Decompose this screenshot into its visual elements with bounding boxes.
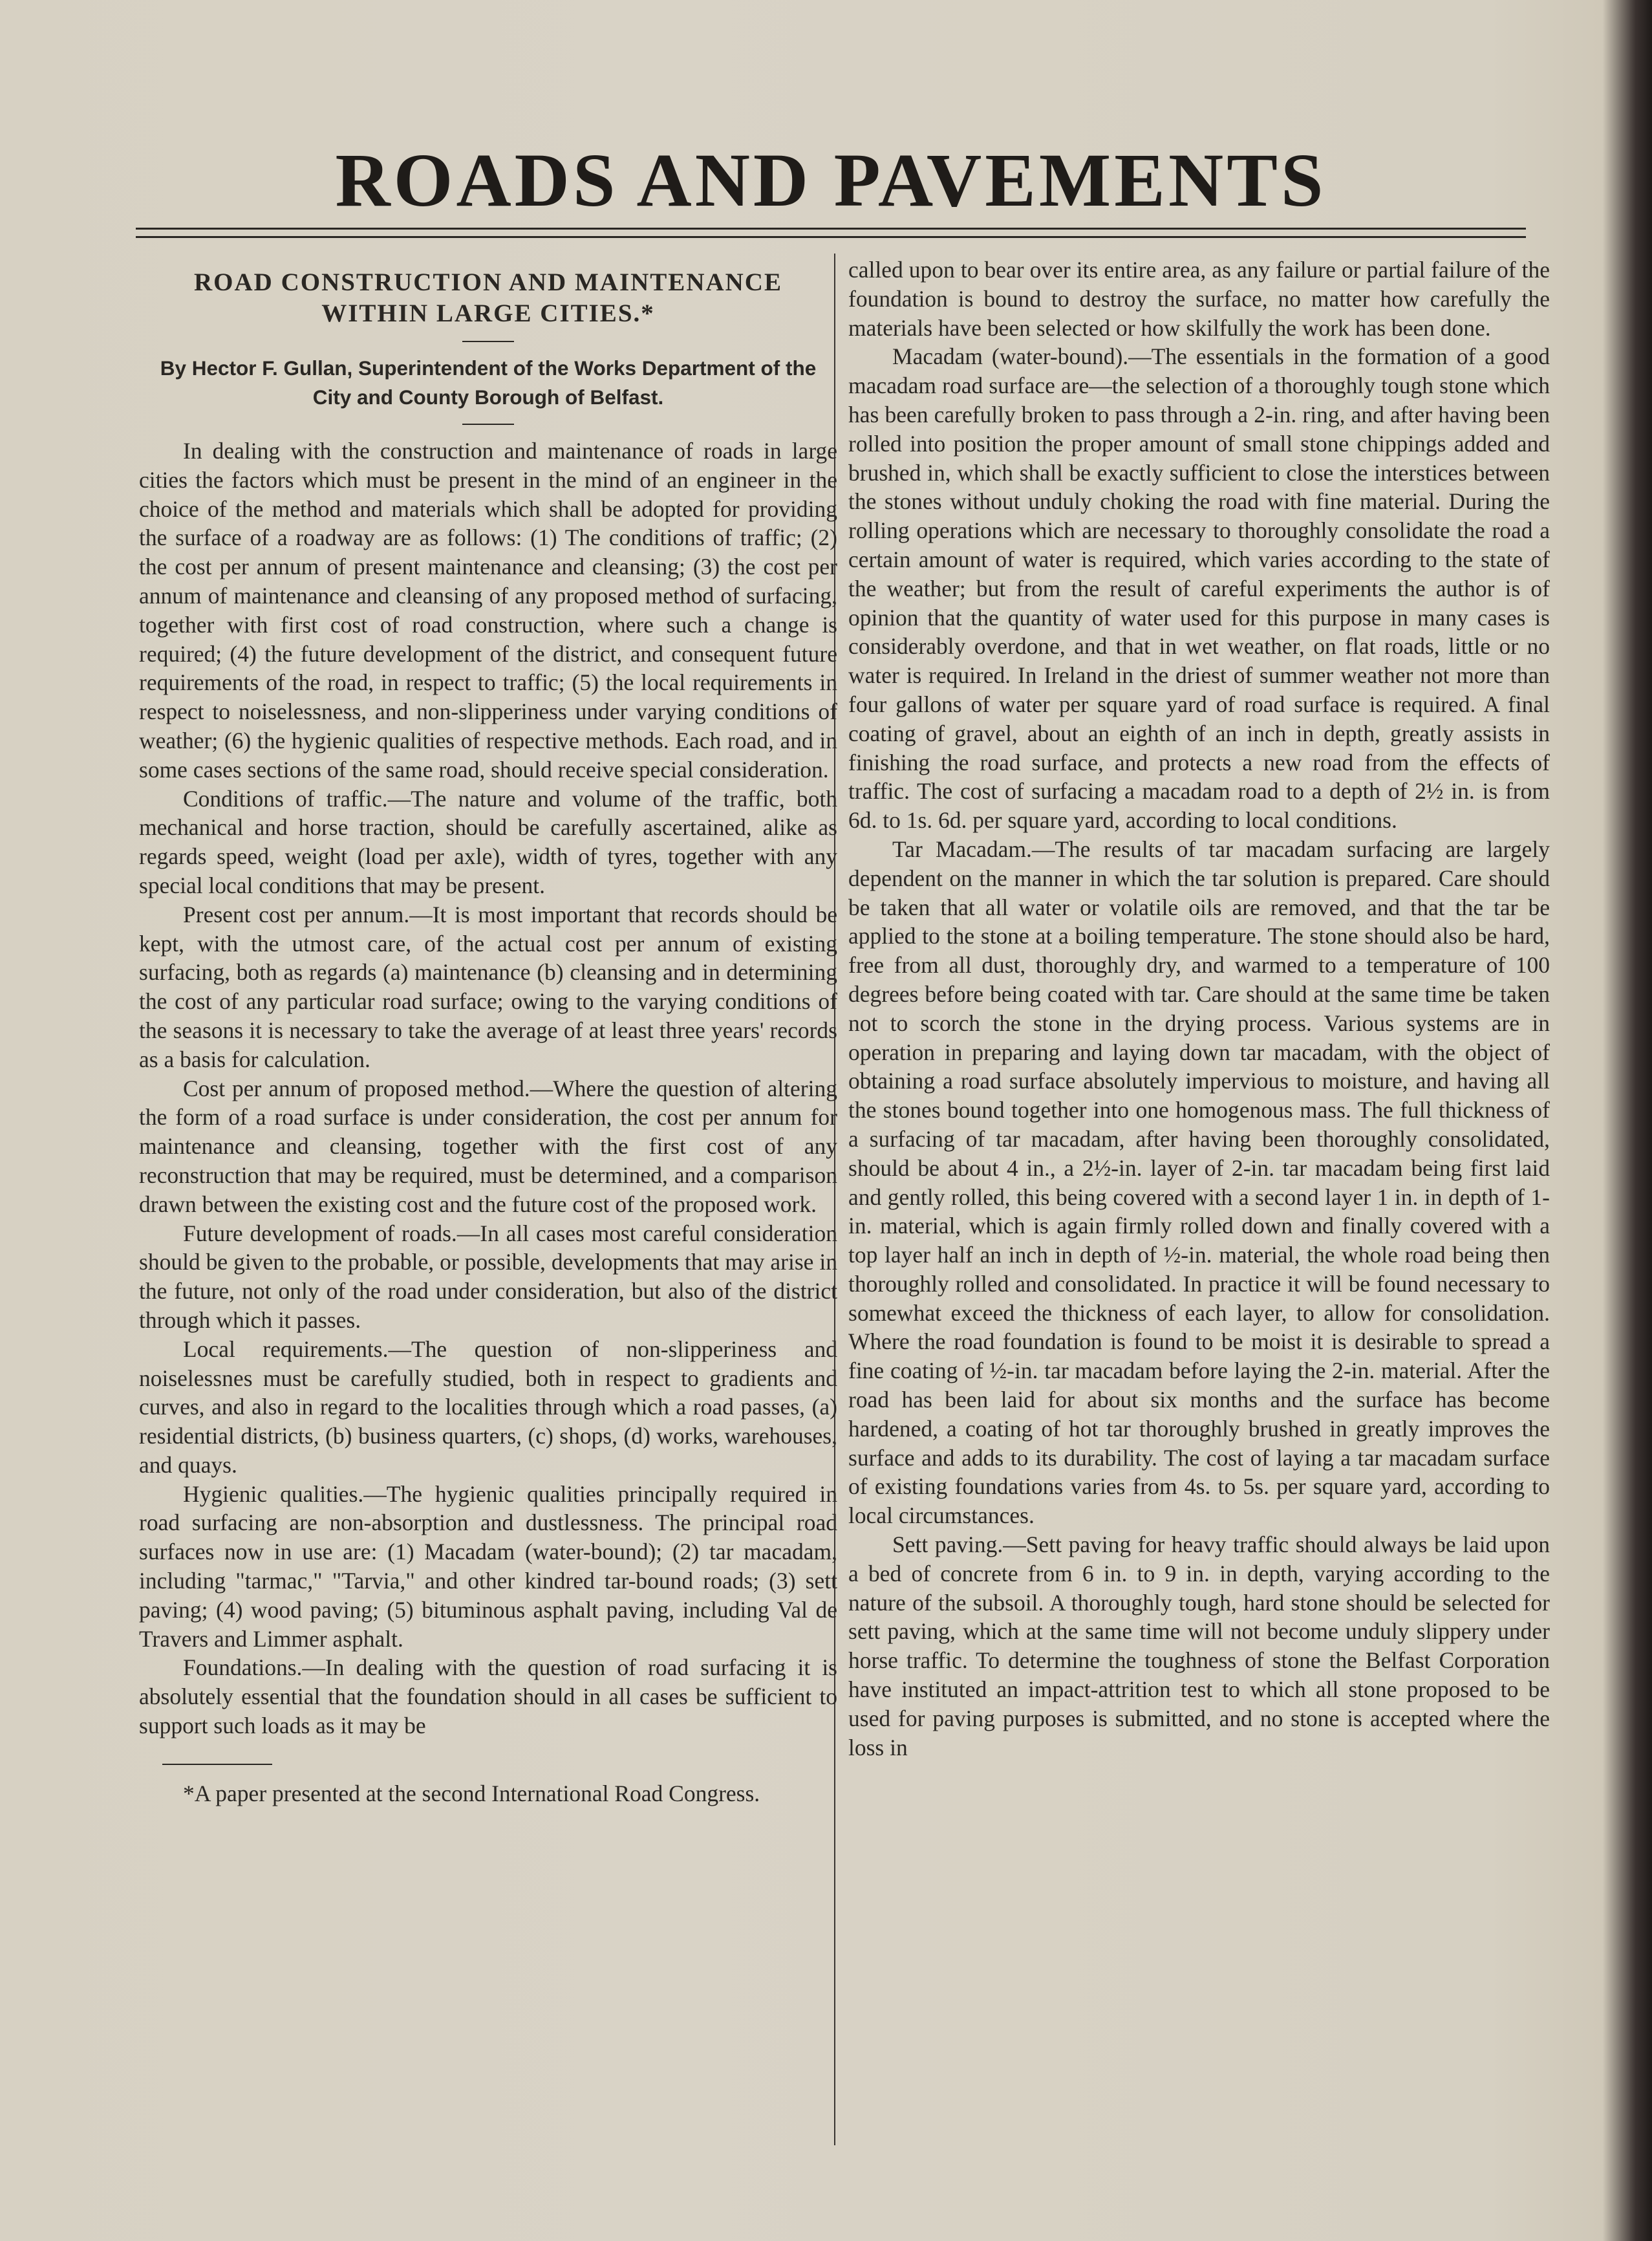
paragraph: Conditions of traffic.—The nature and volume of the traffic, both mechanical and horse traction, should be carefully ascertained, alike as regards speed, weight (load per axle), width of tyres, together with any special local conditions that may be present. (139, 785, 837, 898)
footnote: *A paper presented at the second International Road Congress. (183, 1780, 760, 1806)
byline-rule (462, 424, 514, 425)
paragraph: Sett paving.—Sett paving for heavy traffic should always be laid upon a bed of concrete from 6 in. to 9 in. in depth, varying according to the nature of the subsoil. A thoroughly tough, hard stone should be selected for sett paving, which at the same time will not become unduly slippery under horse traffic. To determine the toughness of stone the Belfast Corporation have instituted an impact-attrition test to which all stone proposed to be used for paving purposes is submitted, and no stone is accepted where the loss in (848, 1532, 1550, 1760)
paragraph: Tar Macadam.—The results of tar macadam surfacing are largely dependent on the manner in which the tar solution is prepared. Care should be taken that all water or volatile oils are removed, and that the tar be applied to the stone at a boiling temperature. The stone should also be hard, free from all dust, thoroughly dry, and warmed to a temperature of 100 degrees before being coated with tar. Care should at the same time be taken not to scorch the stone in the drying process. Various systems are in operation in preparing and laying down tar macadam, with the object of obtaining a road surface absolutely impervious to moisture, and having all the stones bound together into one homogenous mass. The full thickness of a surfacing of tar macadam, after having been thoroughly consolidated, should be about 4 in., a 2½-in. layer of 2-in. tar macadam being first laid and gently rolled, this being covered with a second layer 1 in. in depth of 1-in. material, which is again firmly rolled down and finally covered with a top layer half an inch in depth of ½-in. material, the whole road being then thoroughly rolled and consolidated. In practice it will be found necessary to somewhat exceed the thickness of each layer, to allow for consolidation. Where the road foundation is found to be moist it is desirable to spread a fine coating of ½-in. tar macadam before laying the 2-in. material. After the road has been laid for about six months and the surface has become hardened, a coating of hot tar thoroughly brushed in greatly improves the surface and adds to its durability. The cost of laying a tar macadam surface of existing foundations varies from 4s. to 5s. per square yard, according to local circumstances. (848, 836, 1550, 1529)
page-title: ROADS AND PAVEMENTS (335, 138, 1327, 222)
title-rule (462, 341, 514, 342)
paragraph: Hygienic qualities.—The hygienic qualities principally required in road surfacing are non-absorption and dustlessness. The principal road surfaces now in use are: (1) Macadam (water-bound); (2) tar macadam, including "tarmac," "Tarvia," and other kindred tar-bound roads; (3) sett paving; (4) wood paving; (5) bituminous asphalt paving, including Val de Travers and Limmer asphalt. (139, 1480, 837, 1652)
paragraph: In dealing with the construction and maintenance of roads in large cities the factors which must be present in the mind of an engineer in the choice of the method and materials which shall be adopted for providing the surface of a roadway are as follows: (1) The conditions of traffic; (2) the cost per annum of present maintenance and cleansing; (3) the cost per annum of maintenance and cleansing of any proposed method of surfacing, together with first cost of road construction, where such a change is required; (4) the future development of the district, and consequent future requirements of the road, in respect to traffic; (5) the local requirements in respect to noiselessness, and non-slipperiness under varying conditions of weather; (6) the hygienic qualities of respective methods. Each road, and in some cases sections of the same road, should receive special consideration. (139, 438, 837, 783)
paragraph: Future development of roads.—In all cases most careful consideration should be given to the probable, or possible, developments that may arise in the future, not only of the road under consideration, but also of the district through which it passes. (139, 1220, 837, 1333)
footnote-rule (162, 1764, 272, 1765)
right-column (848, 255, 1550, 1762)
paragraph: Foundations.—In dealing with the question of road surfacing it is absolutely essential that the foundation should in all cases be sufficient to support such loads as it may be (139, 1654, 837, 1739)
paragraph: Macadam (water-bound).—The essentials in the formation of a good macadam road surface are—the selection of a thoroughly tough stone which has been carefully broken to pass through a 2-in. ring, and after having been rolled into position the proper amount of small stone chippings added and brushed in, which shall be exactly sufficient to close the interstices between the stones without unduly choking the road with fine material. During the rolling operations which are necessary to thoroughly consolidate the road a certain amount of water is required, which varies according to the state of the weather; but from the result of careful experiments the author is of opinion that the quantity of water used for this purpose in many cases is considerably overdone, and that in wet weather, on flat roads, little or no water is required. In Ireland in the driest of summer weather not more than four gallons of water per square yard of road surface is required. A final coating of gravel, about an eighth of an inch in depth, greatly assists in finishing the road surface, and protects a new road from the effects of traffic. The cost of surfacing a macadam road to a depth of 2½ in. is from 6d. to 1s. 6d. per square yard, according to local conditions. (848, 343, 1550, 834)
left-column (139, 255, 837, 1808)
article-byline: By Hector F. Gullan, Superintendent of the Works Department of the City and County Borough of Belfast. (160, 356, 817, 409)
paragraph: Present cost per annum.—It is most important that records should be kept, with the utmost care, of the actual cost per annum of existing surfacing, both as regards (a) maintenance (b) cleansing and in determining the cost of any particular road surface; owing to the varying conditions of the seasons it is necessary to take the average of at least three years' records as a basis for calculation. (139, 901, 837, 1072)
paragraph: Cost per annum of proposed method.—Where the question of altering the form of a road surface is under consideration, the cost per annum for maintenance and cleansing, together with the first cost of any reconstruction that may be required, must be determined, and a comparison drawn between the existing cost and the future cost of the proposed work. (139, 1075, 837, 1217)
paragraph: called upon to bear over its entire area, as any failure or partial failure of the foundation is bound to destroy the surface, no matter how carefully the materials have been selected or how skilfully the work has been done. (848, 257, 1550, 341)
title-double-rule (136, 228, 1526, 238)
article-title: ROAD CONSTRUCTION AND MAINTENANCE WITHIN LARGE CITIES.* (194, 268, 782, 327)
paragraph: Local requirements.—The question of non-slipperiness and noiselessnes must be carefully studied, both in respect to gradients and curves, and also in regard to the localities through which a road passes, (a) residential districts, (b) business quarters, (c) shops, (d) works, warehouses, and quays. (139, 1336, 837, 1478)
